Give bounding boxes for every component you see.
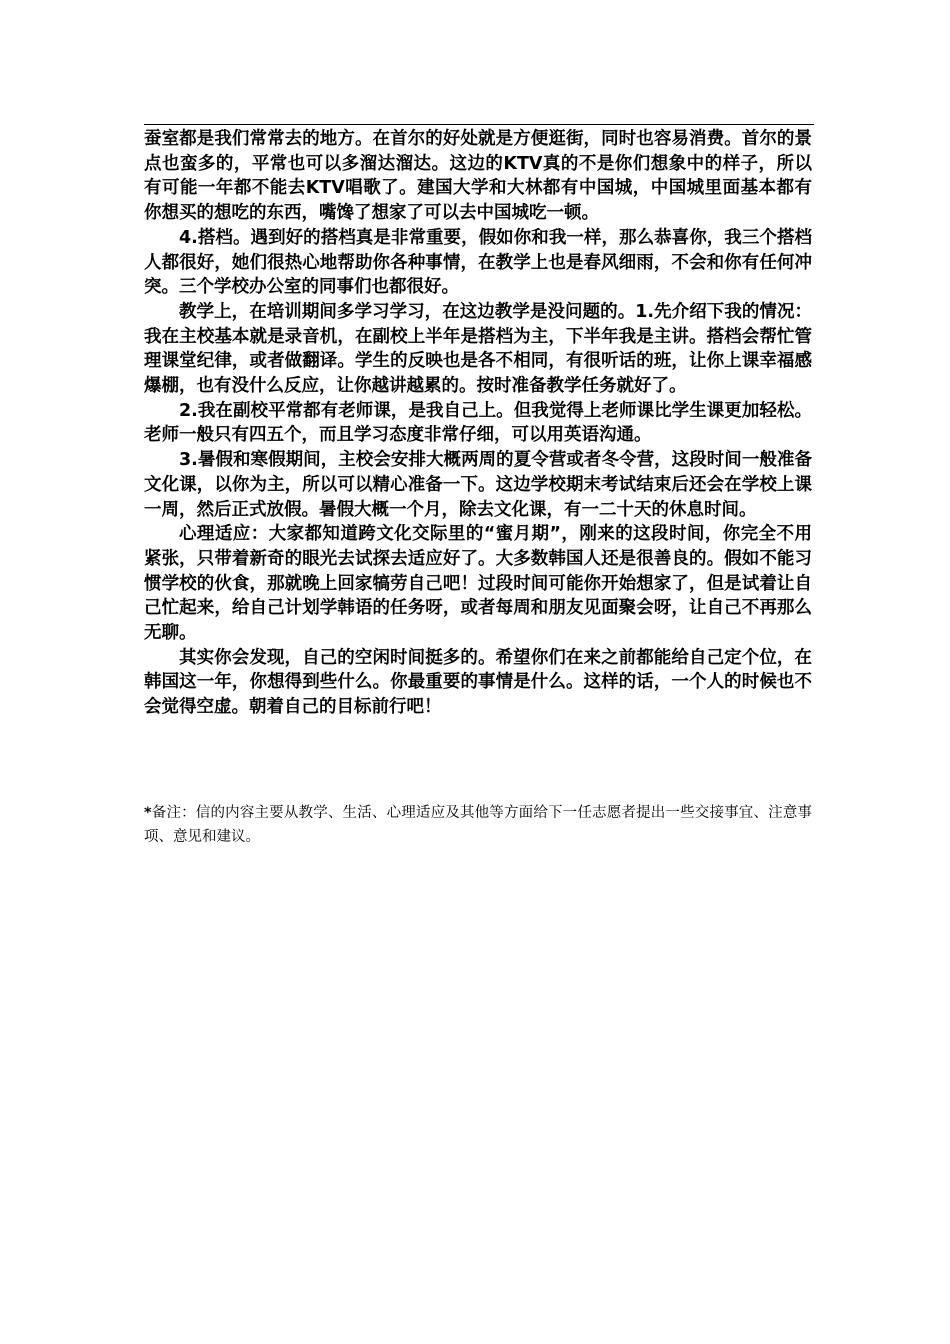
paragraph-teacher-class: 2.我在副校平常都有老师课，是我自己上。但我觉得上老师课比学生课更加轻松。老师一般只有四五个，而且学习态度非常仔细，可以用英语沟通。 (144, 400, 812, 446)
paragraph-conclusion: 其实你会发现，自己的空闲时间挺多的。希望你们在来之前都能给自己定个位，在韩国这一年，你想得到些什么。你最重要的事情是什么。这样的话，一个人的时候也不会觉得空虚。朝着自己的目标前行吧！ (144, 647, 812, 718)
footnote-text: 备注：信的内容主要从教学、生活、心理适应及其他等方面给下一任志愿者提出一些交接事宜、注意事项、意见和建议。 (144, 805, 812, 845)
header-rule (144, 124, 814, 125)
paragraph-psychology: 心理适应：大家都知道跨文化交际里的“蜜月期”，刚来的这段时间，你完全不用紧张，只带着新奇的眼光去试探去适应好了。大多数韩国人还是很善良的。假如不能习惯学校的伙食，那就晚上回家犒劳自己吧！过段时间可能你开始想家了，但是试着让自己忙起来，给自己计划学韩语的任务呀，或者每周和朋友见面聚会呀，让自己不再那么无聊。 (144, 524, 812, 644)
footnote (144, 801, 812, 849)
paragraph-vacation: 3.暑假和寒假期间，主校会安排大概两周的夏令营或者冬令营，这段时间一般准备文化课，以你为主，所以可以精心准备一下。这边学校期末考试结束后还会在学校上课一周，然后正式放假。暑假大概一个月，除去文化课，有一二十天的休息时间。 (144, 450, 812, 520)
paragraph-partner: 4.搭档。遇到好的搭档真是非常重要，假如你和我一样，那么恭喜你，我三个搭档人都很好，她们很热心地帮助你各种事情，在教学上也是春风细雨，不会和你有任何冲突。三个学校办公室的同事们也都很好。 (144, 227, 812, 298)
footnote-star: * (144, 805, 152, 821)
paragraph-shopping: 蚕室都是我们常常去的地方。在首尔的好处就是方便逛街，同时也容易消费。首尔的景点也蛮多的，平常也可以多溜达溜达。这边的KTV真的不是你们想象中的样子，所以有可能一年都不能去KTV唱歌了。建国大学和大林都有中国城，中国城里面基本都有你想买的想吃的东西，嘴馋了想家了可以去中国城吃一顿。 (144, 129, 812, 224)
paragraph-teaching: 教学上，在培训期间多学习学习，在这边教学是没问题的。1.先介绍下我的情况：我在主校基本就是录音机，在副校上半年是搭档为主，下半年我是主讲。搭档会帮忙管理课堂纪律，或者做翻译。学生的反映也是各不相同，有很听话的班，让你上课幸福感爆棚，也有没什么反应，让你越讲越累的。按时准备教学任务就好了。 (144, 301, 812, 397)
letter-body (144, 127, 812, 720)
